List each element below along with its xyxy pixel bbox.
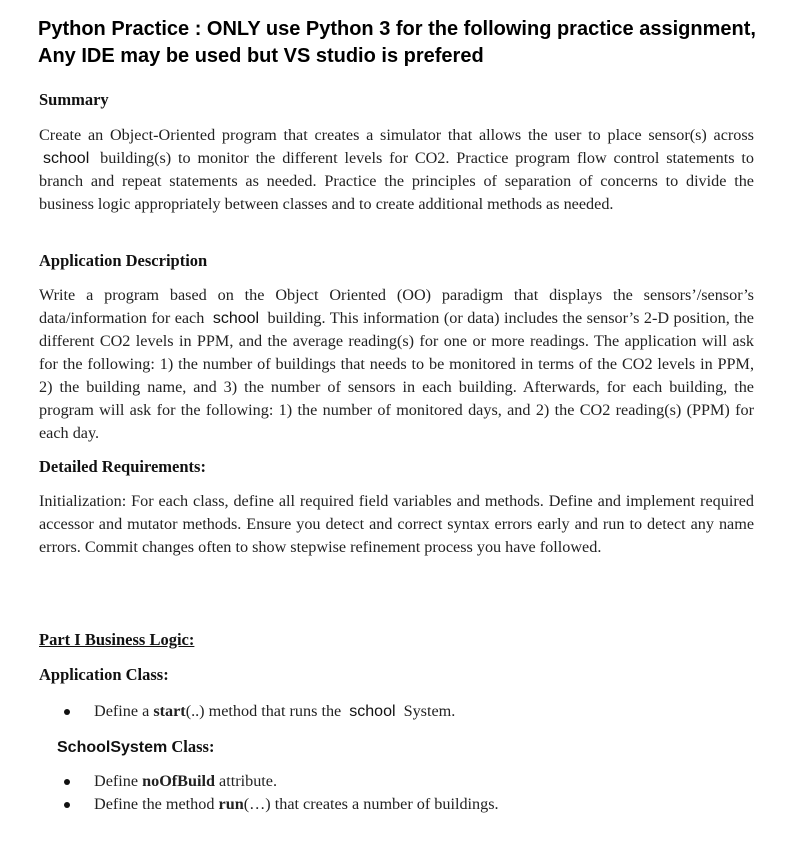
summary-text-2: building(s) to monitor the different levels for CO2. Practice program flow control statements to branch and repeat statements as needed. Practice the principles of separation of concerns to divide the business logic appropriately between classes and to create additional methods as needed. [39, 149, 754, 213]
schoolsystem-class-bullets [58, 770, 499, 816]
schoolsystem-class-heading [57, 737, 214, 757]
bullet-text: Define [94, 772, 143, 790]
title-line-1: Python Practice : ONLY use Python 3 for the following practice assignment, [38, 18, 756, 40]
application-class-heading: Application Class: [39, 665, 169, 684]
part1-heading: Part I Business Logic: [39, 630, 195, 649]
application-class-bullets [58, 700, 455, 723]
bullet-text: Define the method [94, 795, 219, 813]
list-item [58, 700, 455, 723]
app-desc-inserted-word: school [212, 310, 260, 327]
class-label: Class: [167, 737, 215, 756]
bullet-text: System. [403, 702, 456, 720]
summary-heading: Summary [39, 90, 109, 109]
bullet-text: Define a [94, 702, 154, 720]
bullet-text: attribute. [214, 772, 278, 790]
class-name: SchoolSystem [57, 739, 168, 756]
summary-text-1: Create an Object-Oriented program that creates a simulator that allows the user to place sensor(s) across [39, 126, 754, 144]
bullet-bold-text: noOfBuild [142, 772, 215, 790]
list-item [58, 770, 499, 793]
bullet-text: (..) method that runs the [185, 702, 342, 720]
detailed-requirements-paragraph: Initialization: For each class, define all required field variables and methods. Define and implement required accessor and mutator methods. Ensure you detect and correct syntax errors early and run to detect any name errors. Commit changes often to show stepwise refinement process you have followed. [39, 492, 754, 556]
application-description-paragraph [39, 284, 754, 445]
app-desc-text-1: Write a program based on the Object Oriented (OO) paradigm that displays the sensors’/sensor’s data/information for each [39, 286, 754, 327]
detailed-requirements-heading: Detailed Requirements: [39, 457, 206, 476]
summary-paragraph [39, 124, 754, 216]
list-item [58, 793, 499, 816]
bullet-inserted-word: school [349, 703, 396, 720]
bullet-text: (…) that creates a number of buildings. [243, 795, 499, 813]
application-description-heading: Application Description [39, 251, 208, 270]
page-title [38, 16, 786, 70]
title-line-2: Any IDE may be used but VS studio is prefered [38, 45, 484, 67]
app-desc-text-2: building. This information (or data) includes the sensor’s 2-D position, the different CO2 levels in PPM, and the average reading(s) for one or more readings. The application will ask for the following: 1) the number of buildings that needs to be monitored in terms of the CO2 levels in PPM, 2) the building name, and 3) the number of sensors in each building. Afterwards, for each building, the program will ask for the following: 1) the number of monitored days, and 2) the CO2 reading(s) (PPM) for each day. [39, 309, 754, 442]
summary-inserted-word: school [43, 150, 90, 167]
bullet-bold-text: run [218, 795, 244, 813]
bullet-bold-text: start [153, 702, 186, 720]
